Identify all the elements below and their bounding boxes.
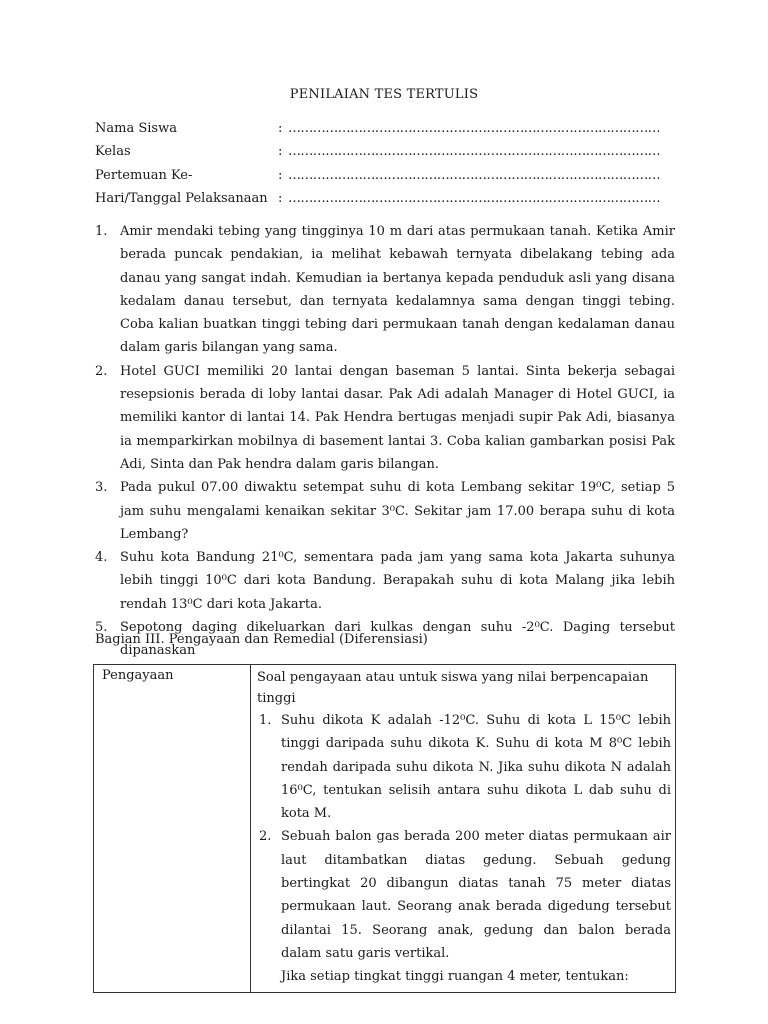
question-number: 1. bbox=[95, 224, 108, 239]
section-title: Bagian III. Pengayaan dan Remedial (Diferensiasi) bbox=[95, 632, 428, 647]
enrichment-item bbox=[257, 709, 671, 825]
enrichment-item-number: 2. bbox=[259, 829, 272, 845]
identity-blank: ……………………………………………………………………………… bbox=[288, 168, 661, 183]
table-cell-label bbox=[94, 665, 251, 993]
identity-colon: : bbox=[278, 144, 283, 159]
question-text: Suhu kota Bandung 21⁰C, sementara pada jam yang sama kota Jakarta suhunya lebih tinggi 10⁰C dari kota Bandung. Berapakah suhu di kota Malang jika lebih rendah 13⁰C dari kota Jakarta. bbox=[120, 550, 675, 612]
identity-colon: : bbox=[278, 168, 283, 183]
table-row bbox=[94, 665, 676, 993]
question-text: Hotel GUCI memiliki 20 lantai dengan baseman 5 lantai. Sinta bekerja sebagai resepsionis berada di loby lantai dasar. Pak Adi adalah Manager di Hotel GUCI, ia memiliki kantor di lantai 14. Pak Hendra bertugas menjadi supir Pak Adi, biasanya ia memparkirkan mobilnya di basement lantai 3. Coba kalian gambarkan posisi Pak Adi, Sinta dan Pak hendra dalam garis bilangan. bbox=[120, 363, 675, 472]
question-number: 3. bbox=[95, 480, 108, 496]
page-title: PENILAIAN TES TERTULIS bbox=[289, 87, 479, 102]
question-number: 4. bbox=[95, 550, 108, 566]
question-item bbox=[95, 220, 675, 360]
question-text: Amir mendaki tebing yang tingginya 10 m dari atas permukaan tanah. Ketika Amir berada puncak pendakian, ia melihat kebawah ternyata dibelakang tebing ada danau yang sangat indah. Kemudian ia bertanya kepada penduduk asli yang disana kedalam danau tersebut, dan ternyata kedalamnya sama dengan tinggi tebing. Coba kalian buatkan tinggi tebing dari permukaan tanah dengan kedalaman danau dalam garis bilangan yang sama. bbox=[120, 224, 675, 356]
enrichment-table bbox=[93, 664, 676, 993]
identity-label: Kelas bbox=[95, 144, 131, 159]
identity-label: Pertemuan Ke- bbox=[95, 168, 193, 183]
question-text: Sepotong daging dikeluarkan dari kulkas dengan suhu -2⁰C. Daging tersebut dipanaskan bbox=[120, 620, 675, 659]
question-number: 2. bbox=[95, 363, 108, 379]
question-list bbox=[95, 220, 675, 663]
table-cell-content bbox=[251, 665, 676, 993]
identity-blank: ……………………………………………………………………………… bbox=[288, 121, 661, 136]
identity-label: Nama Siswa bbox=[95, 121, 177, 136]
question-text: Pada pukul 07.00 diwaktu setempat suhu di kota Lembang sekitar 19⁰C, setiap 5 jam suhu mengalami kenaikan sekitar 3⁰C. Sekitar jam 17.00 berapa suhu di kota Lembang? bbox=[120, 480, 675, 542]
question-item bbox=[95, 360, 675, 476]
question-item bbox=[95, 476, 675, 546]
question-number: 5. bbox=[95, 620, 108, 636]
question-item bbox=[95, 546, 675, 616]
identity-colon: : bbox=[278, 191, 283, 206]
identity-colon: : bbox=[278, 121, 283, 136]
identity-blank: ……………………………………………………………………………… bbox=[288, 191, 661, 206]
enrichment-item-text: Sebuah balon gas berada 200 meter diatas permukaan air laut ditambatkan diatas gedung. Sebuah gedung bertingkat 20 dibangun diatas tanah 75 meter diatas permukaan laut. Seorang anak berada digedung tersebut dilantai 15. Seorang anak, gedung dan balon berada dalam satu garis vertikal. bbox=[281, 829, 671, 961]
identity-label: Hari/Tanggal Pelaksanaan bbox=[95, 191, 268, 206]
enrichment-item-text: Suhu dikota K adalah -12⁰C. Suhu di kota L 15⁰C lebih tinggi daripada suhu dikota K. Suhu di kota M 8⁰C lebih rendah daripada suhu dikota N. Jika suhu dikota N adalah 16⁰C, tentukan selisih antara suhu dikota L dab suhu di kota M. bbox=[281, 713, 671, 822]
enrichment-tail-text: Jika setiap tingkat tinggi ruangan 4 meter, tentukan: bbox=[281, 969, 629, 985]
identity-blank: ……………………………………………………………………………… bbox=[288, 144, 661, 159]
enrichment-item bbox=[257, 825, 671, 965]
enrichment-item-number: 1. bbox=[259, 713, 272, 728]
enrichment-heading: Soal pengayaan atau untuk siswa yang nilai berpencapaian tinggi bbox=[257, 670, 649, 706]
enrichment-label: Pengayaan bbox=[102, 668, 174, 683]
